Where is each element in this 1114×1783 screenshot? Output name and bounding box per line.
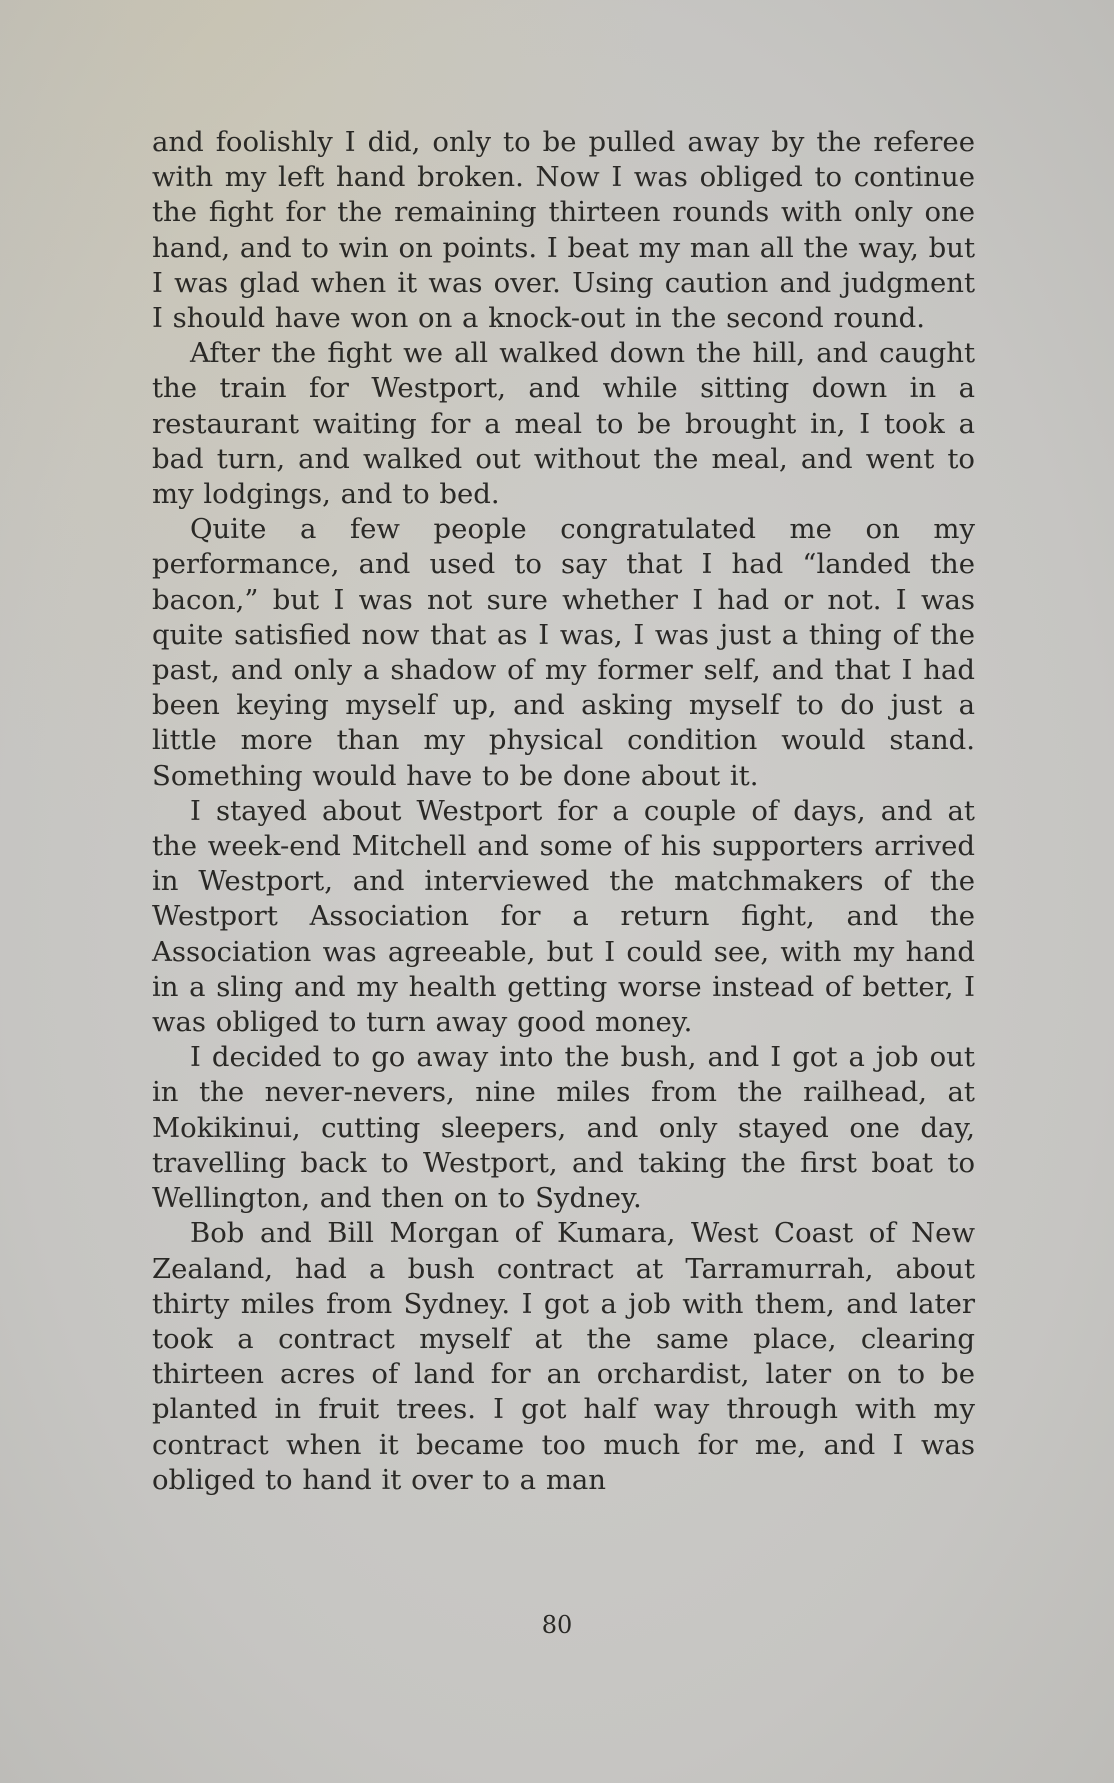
paragraph: and foolishly I did, only to be pulled away by the referee with my left hand broken. Now I was obliged to continue the fight for the remaining thirteen rounds with only one hand, and to win on points. I beat my man all the way, but I was glad when it was over. Using caution and judgment I should have won on a knock-out in the second round. [152,126,975,335]
paragraph: I stayed about Westport for a couple of days, and at the week-end Mitchell and some of his supporters arrived in Westport, and interviewed the matchmakers of the Westport Association for a return fight, and the Association was agreeable, but I could see, with my hand in a sling and my health getting worse instead of better, I was obliged to turn away good money. [152,794,975,1039]
paragraph: After the fight we all walked down the hill, and caught the train for Westport, and while sitting down in a restaurant waiting for a meal to be brought in, I took a bad turn, and walked out without the meal, and went to my lodgings, and to bed. [152,337,975,511]
paragraph: Quite a few people congratulated me on my performance, and used to say that I had “landed the bacon,” but I was not sure whether I had or not. I was quite satisfied now that as I was, I was just a thing of the past, and only a shadow of my former self, and that I had been keying myself up, and asking myself to do just a little more than my physical condition would stand. Something would have to be done about it. [152,513,975,792]
body-text [152,125,975,1498]
paragraph: Bob and Bill Morgan of Kumara, West Coast of New Zealand, had a bush contract at Tarramurrah, about thirty miles from Sydney. I got a job with them, and later took a contract myself at the same place, clearing thirteen acres of land for an orchardist, later on to be planted in fruit trees. I got half way through with my contract when it became too much for me, and I was obliged to hand it over to a man [152,1217,975,1496]
page-number: 80 [541,1611,573,1639]
paragraph: I decided to go away into the bush, and I got a job out in the never-nevers, nine miles from the railhead, at Mokikinui, cutting sleepers, and only stayed one day, travelling back to Westport, and taking the first boat to Wellington, and then on to Sydney. [152,1041,975,1215]
